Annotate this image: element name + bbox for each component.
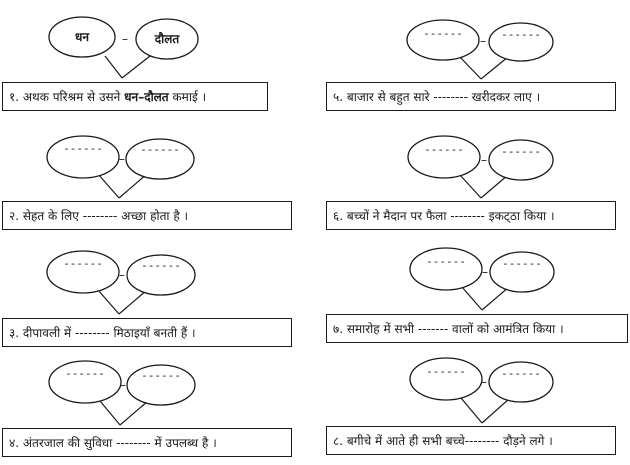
right-word: दौलत	[154, 32, 180, 46]
word-pair-5	[407, 20, 553, 79]
sentence-box-4	[2, 428, 292, 457]
sentence-text: ३. दीपावली में -------- मिठाइयाँ बनती हैं ।	[9, 326, 196, 340]
pair-connector: –	[119, 152, 125, 166]
sentence-text: १. अथक परिश्रम से उसने धन–दौलत कमाई ।	[9, 90, 207, 104]
sentence-text: ६. बच्चों ने मैदान पर फैला -------- इकट्‍ठा किया ।	[333, 209, 555, 223]
pair-connector: –	[122, 32, 128, 46]
sentence-box-2	[2, 201, 292, 230]
word-pair-8	[410, 358, 553, 423]
word-pair-3	[47, 251, 195, 314]
sentence-answer: धन–दौलत	[124, 90, 169, 104]
pair-connector: –	[481, 153, 487, 167]
right-blank: ------	[501, 145, 541, 158]
pair-connector: –	[481, 375, 487, 389]
left-blank: ------	[65, 367, 105, 380]
sentence-box-3	[2, 318, 292, 347]
left-oval	[407, 20, 479, 60]
left-blank: ------	[424, 143, 464, 156]
left-blank: ------	[423, 27, 463, 40]
sentence-box-5	[326, 82, 616, 111]
sentence-text: ७. समारोह में सभी ------- वालों को आमंत्रित किया ।	[333, 322, 564, 336]
left-blank: ------	[426, 365, 466, 378]
pair-connector: –	[480, 34, 486, 48]
right-blank: ------	[501, 28, 541, 41]
right-blank: ------	[141, 259, 181, 272]
left-word: धन	[74, 30, 90, 44]
right-blank: ------	[141, 369, 181, 382]
sentence-box-1	[2, 82, 268, 111]
sentence-text: ५. बाजार से बहुत सारे -------- खरीदकर लाए ।	[333, 90, 541, 104]
sentence-box-8	[326, 426, 616, 455]
pair-connector: –	[482, 265, 488, 279]
sentence-box-6	[326, 201, 616, 230]
word-pair-4	[49, 361, 195, 425]
sentence-text: २. सेहत के लिए -------- अच्छा होता है ।	[9, 209, 189, 223]
sentence-text: ८. बगीचे में आते ही सभी बच्चे-------- दौड़ने लगे ।	[333, 434, 553, 448]
right-blank: ------	[501, 367, 541, 380]
word-pair-7	[410, 248, 554, 310]
pair-connector: –	[120, 378, 126, 392]
left-blank: ------	[63, 142, 103, 155]
left-blank: ------	[426, 255, 466, 268]
right-blank: ------	[502, 257, 542, 270]
right-blank: ------	[140, 143, 180, 156]
sentence-text: ४. अंतरजाल की सुविधा -------- में उपलब्ध है ।	[9, 436, 217, 450]
left-blank: ------	[63, 257, 103, 270]
word-pair-1	[49, 17, 198, 78]
pair-connector: –	[119, 268, 125, 282]
word-pair-6	[408, 136, 553, 198]
sentence-box-7	[326, 314, 628, 343]
word-pair-2	[47, 136, 194, 198]
